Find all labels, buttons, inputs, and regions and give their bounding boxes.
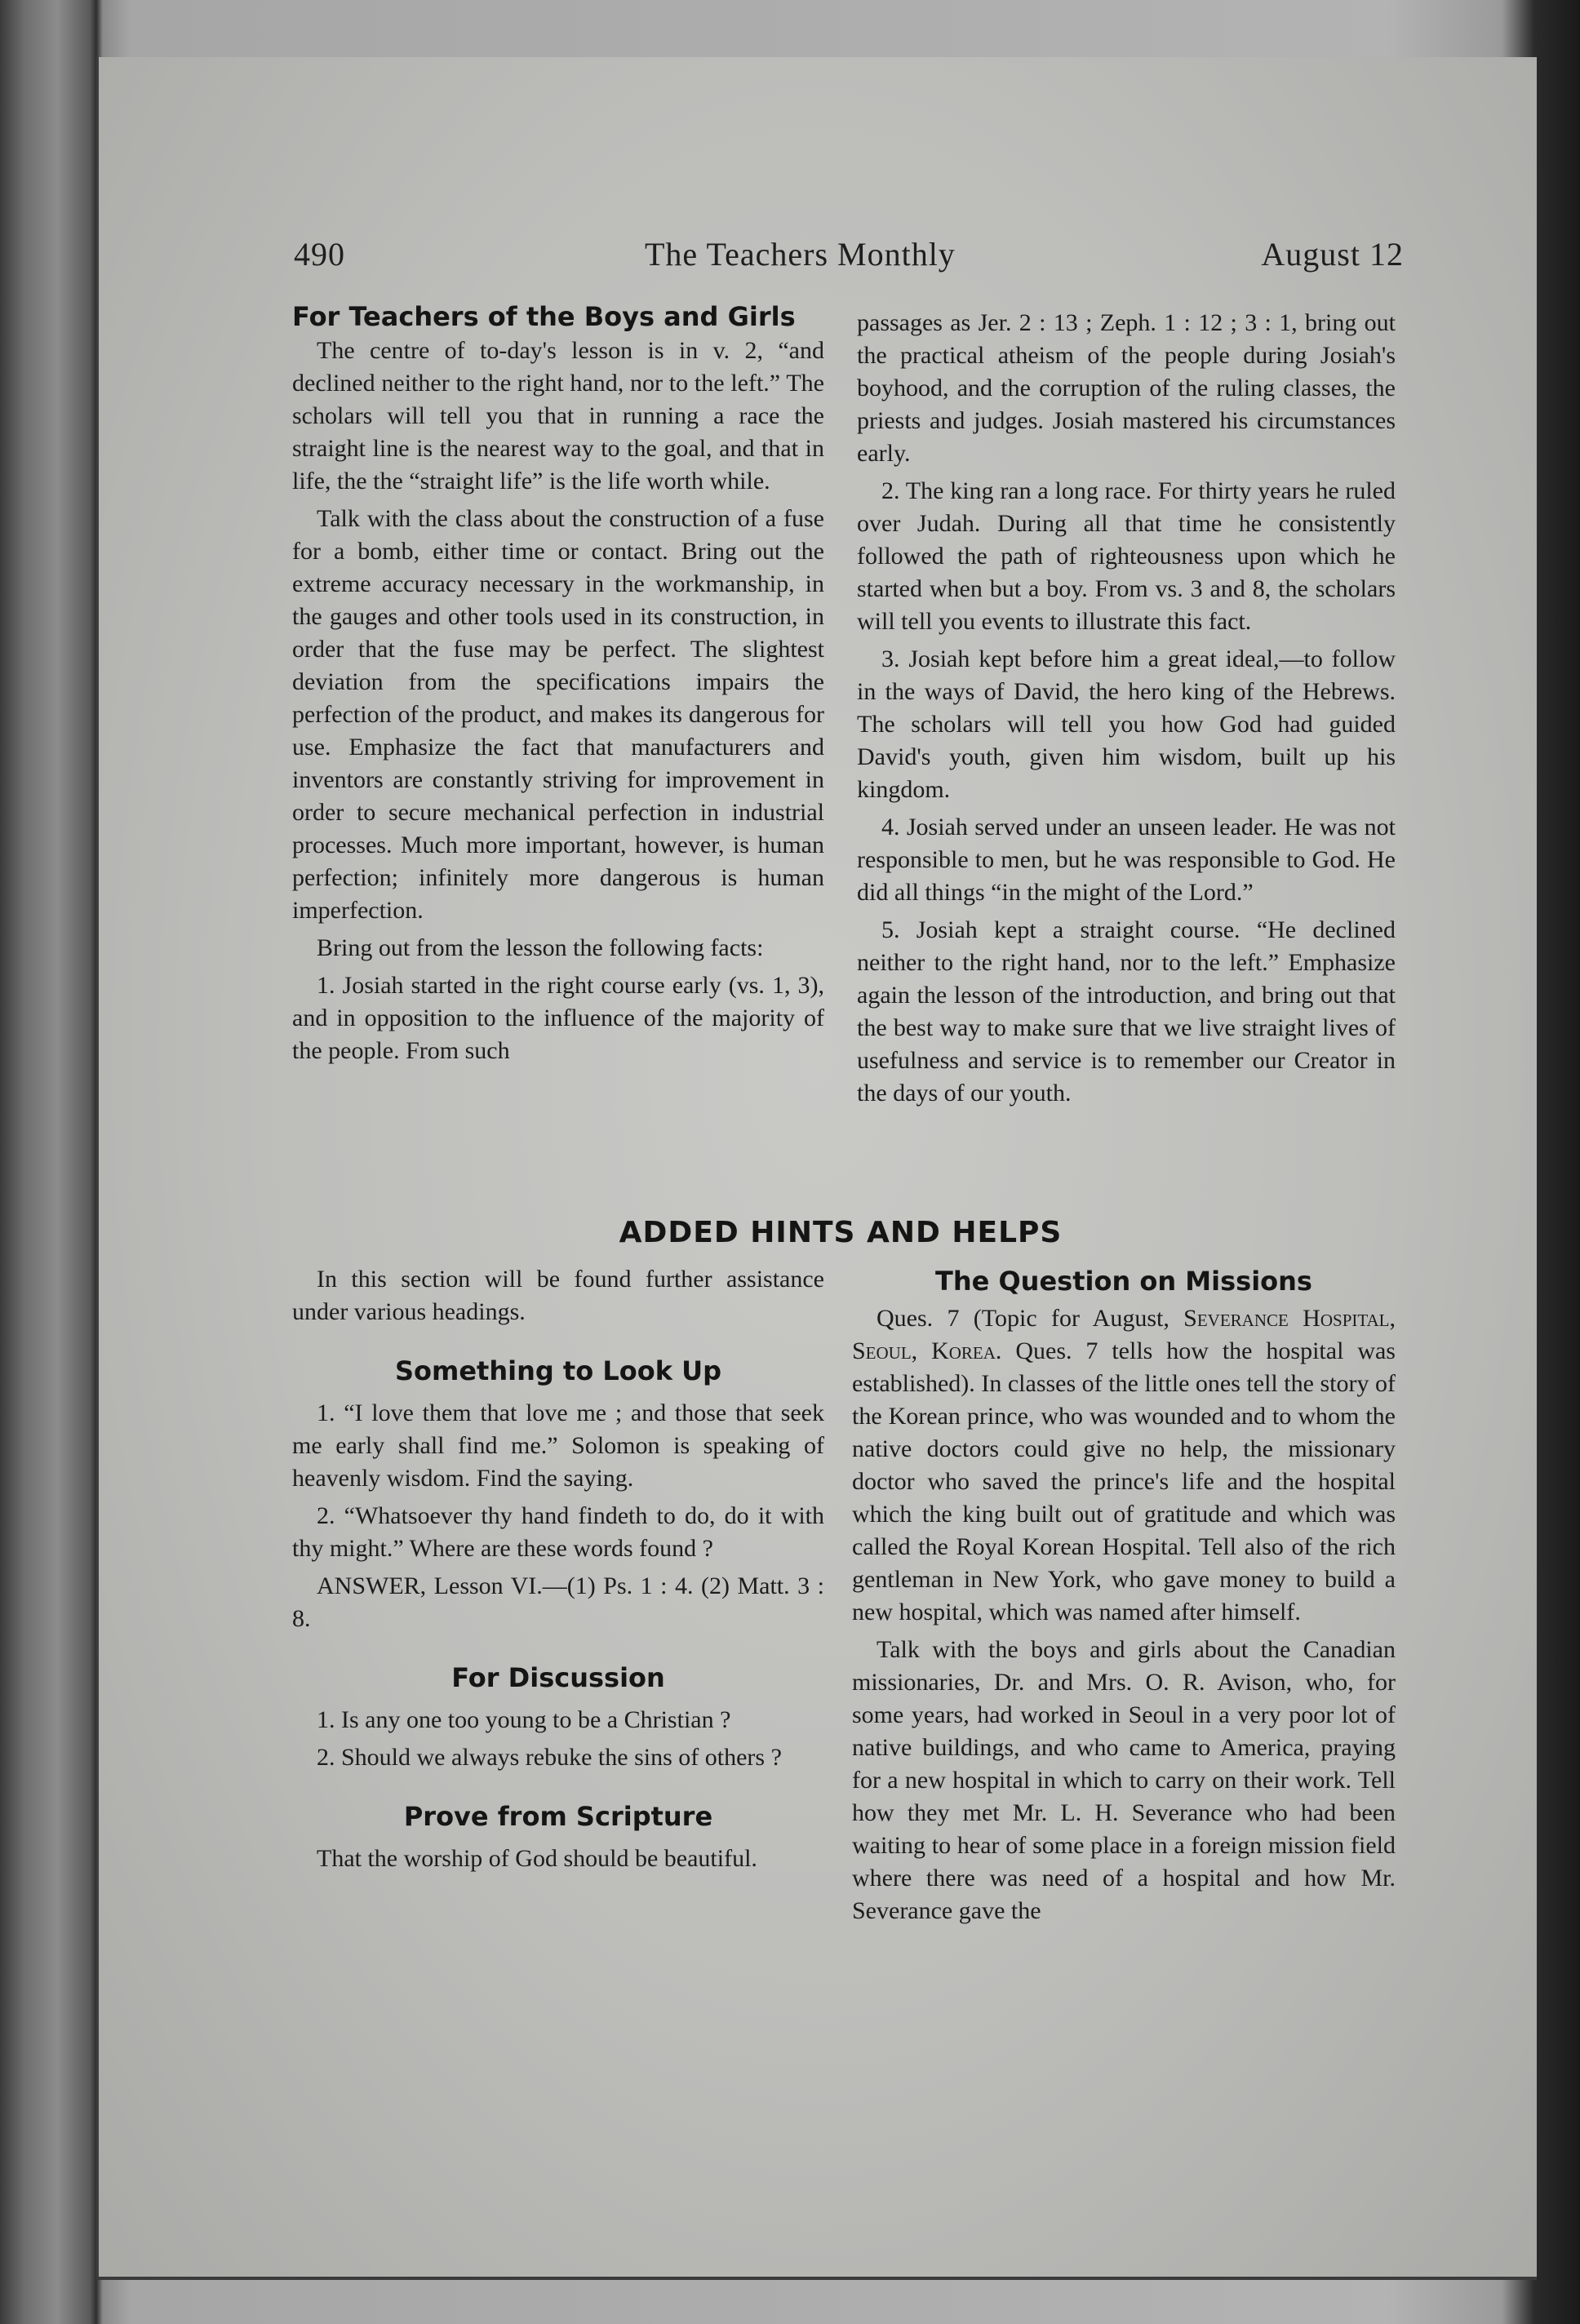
paragraph: 2. “Whatsoever thy hand findeth to do, do it with thy might.” Where are these words found ? <box>292 1502 824 1562</box>
running-header <box>294 235 1404 284</box>
text-run: . Ques. 7 tells how the hospital was established). In classes of the little ones tell the story of the Korean prince, who was wounded and to whom the native doctors could give no help, the missionary doctor who saved the prince's life and the hospital which the king built out of gratitude and which was called the Royal Korean Hospital. Tell also of the rich gentleman in New York, who gave money to build a new hospital, which was named after himself. <box>852 1337 1396 1625</box>
subheading-look-up: Something to Look Up <box>394 1355 722 1386</box>
section-heading-boys-girls: For Teachers of the Boys and Girls <box>292 301 796 332</box>
subheading-missions: The Question on Missions <box>935 1266 1312 1297</box>
paragraph: Talk with the class about the construction of a fuse for a bomb, either time or contact. Bring out the extreme accuracy necessary in the workmanship, in the gauges and other tools used in its construction, in order that the fuse may be perfect. The slightest deviation from the specifications impairs the perfection of the product, and makes its dangerous for use. Emphasize the fact that manufacturers and inventors are constantly striving for improvement in order to secure mechanical perfection in industrial processes. Much more important, however, is human perfection; infinitely more dangerous is human imperfection. <box>292 505 824 924</box>
paragraph: passages as Jer. 2 : 13 ; Zeph. 1 : 12 ; 3 : 1, bring out the practical atheism of the people during Josiah's boyhood, and the corruption of the ruling classes, the priests and judges. Josiah mastered his circumstances early. <box>857 309 1396 467</box>
paragraph: That the worship of God should be beautiful. <box>317 1845 757 1872</box>
text-run: Ques. 7 (Topic for August, <box>877 1305 1184 1332</box>
section-banner: ADDED HINTS AND HELPS <box>619 1216 1063 1249</box>
paragraph: 5. Josiah kept a straight course. “He declined neither to the right hand, nor to the left.” Emphasize again the lesson of the introduction, and bring out that the best way to make sure that we live straight lives of usefulness and service is to remember our Creator in the days of our youth. <box>857 916 1396 1107</box>
page-number: 490 <box>294 236 345 273</box>
topic-name: Severance Hospital, Seoul, Korea <box>852 1305 1396 1364</box>
paragraph: The centre of to-day's lesson is in v. 2, “and declined neither to the right hand, nor to the left.” The scholars will tell you that in running a race the straight line is the nearest way to the goal, and that in life, the the “straight life” is the life worth while. <box>292 337 824 495</box>
paragraph: 1. Josiah started in the right course early (vs. 1, 3), and in opposition to the influence of the majority of the people. From such <box>292 972 824 1064</box>
paragraph <box>852 1302 1396 1629</box>
column-boys-girls-right <box>857 307 1396 1115</box>
subheading-prove: Prove from Scripture <box>403 1801 713 1832</box>
journal-title: The Teachers Monthly <box>645 236 956 273</box>
paragraph: 2. The king ran a long race. For thirty years he ruled over Judah. During all that time he consistently followed the path of righteousness upon which he started when but a boy. From vs. 3 and 8, the scholars will tell you events to illustrate this fact. <box>857 477 1396 635</box>
issue-date: August 12 <box>1261 236 1404 273</box>
paragraph: ANSWER, Lesson VI.—(1) Ps. 1 : 4. (2) Matt. 3 : 8. <box>292 1572 824 1632</box>
paragraph: 1. “I love them that love me ; and those that seek me early shall find me.” Solomon is speaking of heavenly wisdom. Find the saying. <box>292 1399 824 1492</box>
paragraph: In this section will be found further assistance under various headings. <box>292 1266 824 1325</box>
paragraph: 2. Should we always rebuke the sins of others ? <box>317 1744 782 1771</box>
paragraph: Bring out from the lesson the following facts: <box>317 934 764 961</box>
column-boys-girls-left <box>292 299 824 1072</box>
paragraph: Talk with the boys and girls about the Canadian missionaries, Dr. and Mrs. O. R. Avison, who, for some years, had worked in Seoul in a very poor lot of native buildings, and who came to America, praying for a new hospital in which to carry on their work. Tell how they met Mr. L. H. Severance who had been waiting to hear of some place in a foreign mission field where there was need of a hospital and how Mr. Severance gave the <box>852 1636 1396 1924</box>
subheading-discussion: For Discussion <box>451 1662 665 1693</box>
column-missions <box>852 1263 1396 1932</box>
column-hints-left <box>292 1263 824 1880</box>
paragraph: 4. Josiah served under an unseen leader. He was not responsible to men, but he was responsible to God. He did all things “in the might of the Lord.” <box>857 814 1396 906</box>
paragraph: 1. Is any one too young to be a Christian ? <box>317 1706 731 1733</box>
paragraph: 3. Josiah kept before him a great ideal,—to follow in the ways of David, the hero king of the Hebrews. The scholars will tell you how God had guided David's youth, given him wisdom, built up his kingdom. <box>857 645 1396 803</box>
